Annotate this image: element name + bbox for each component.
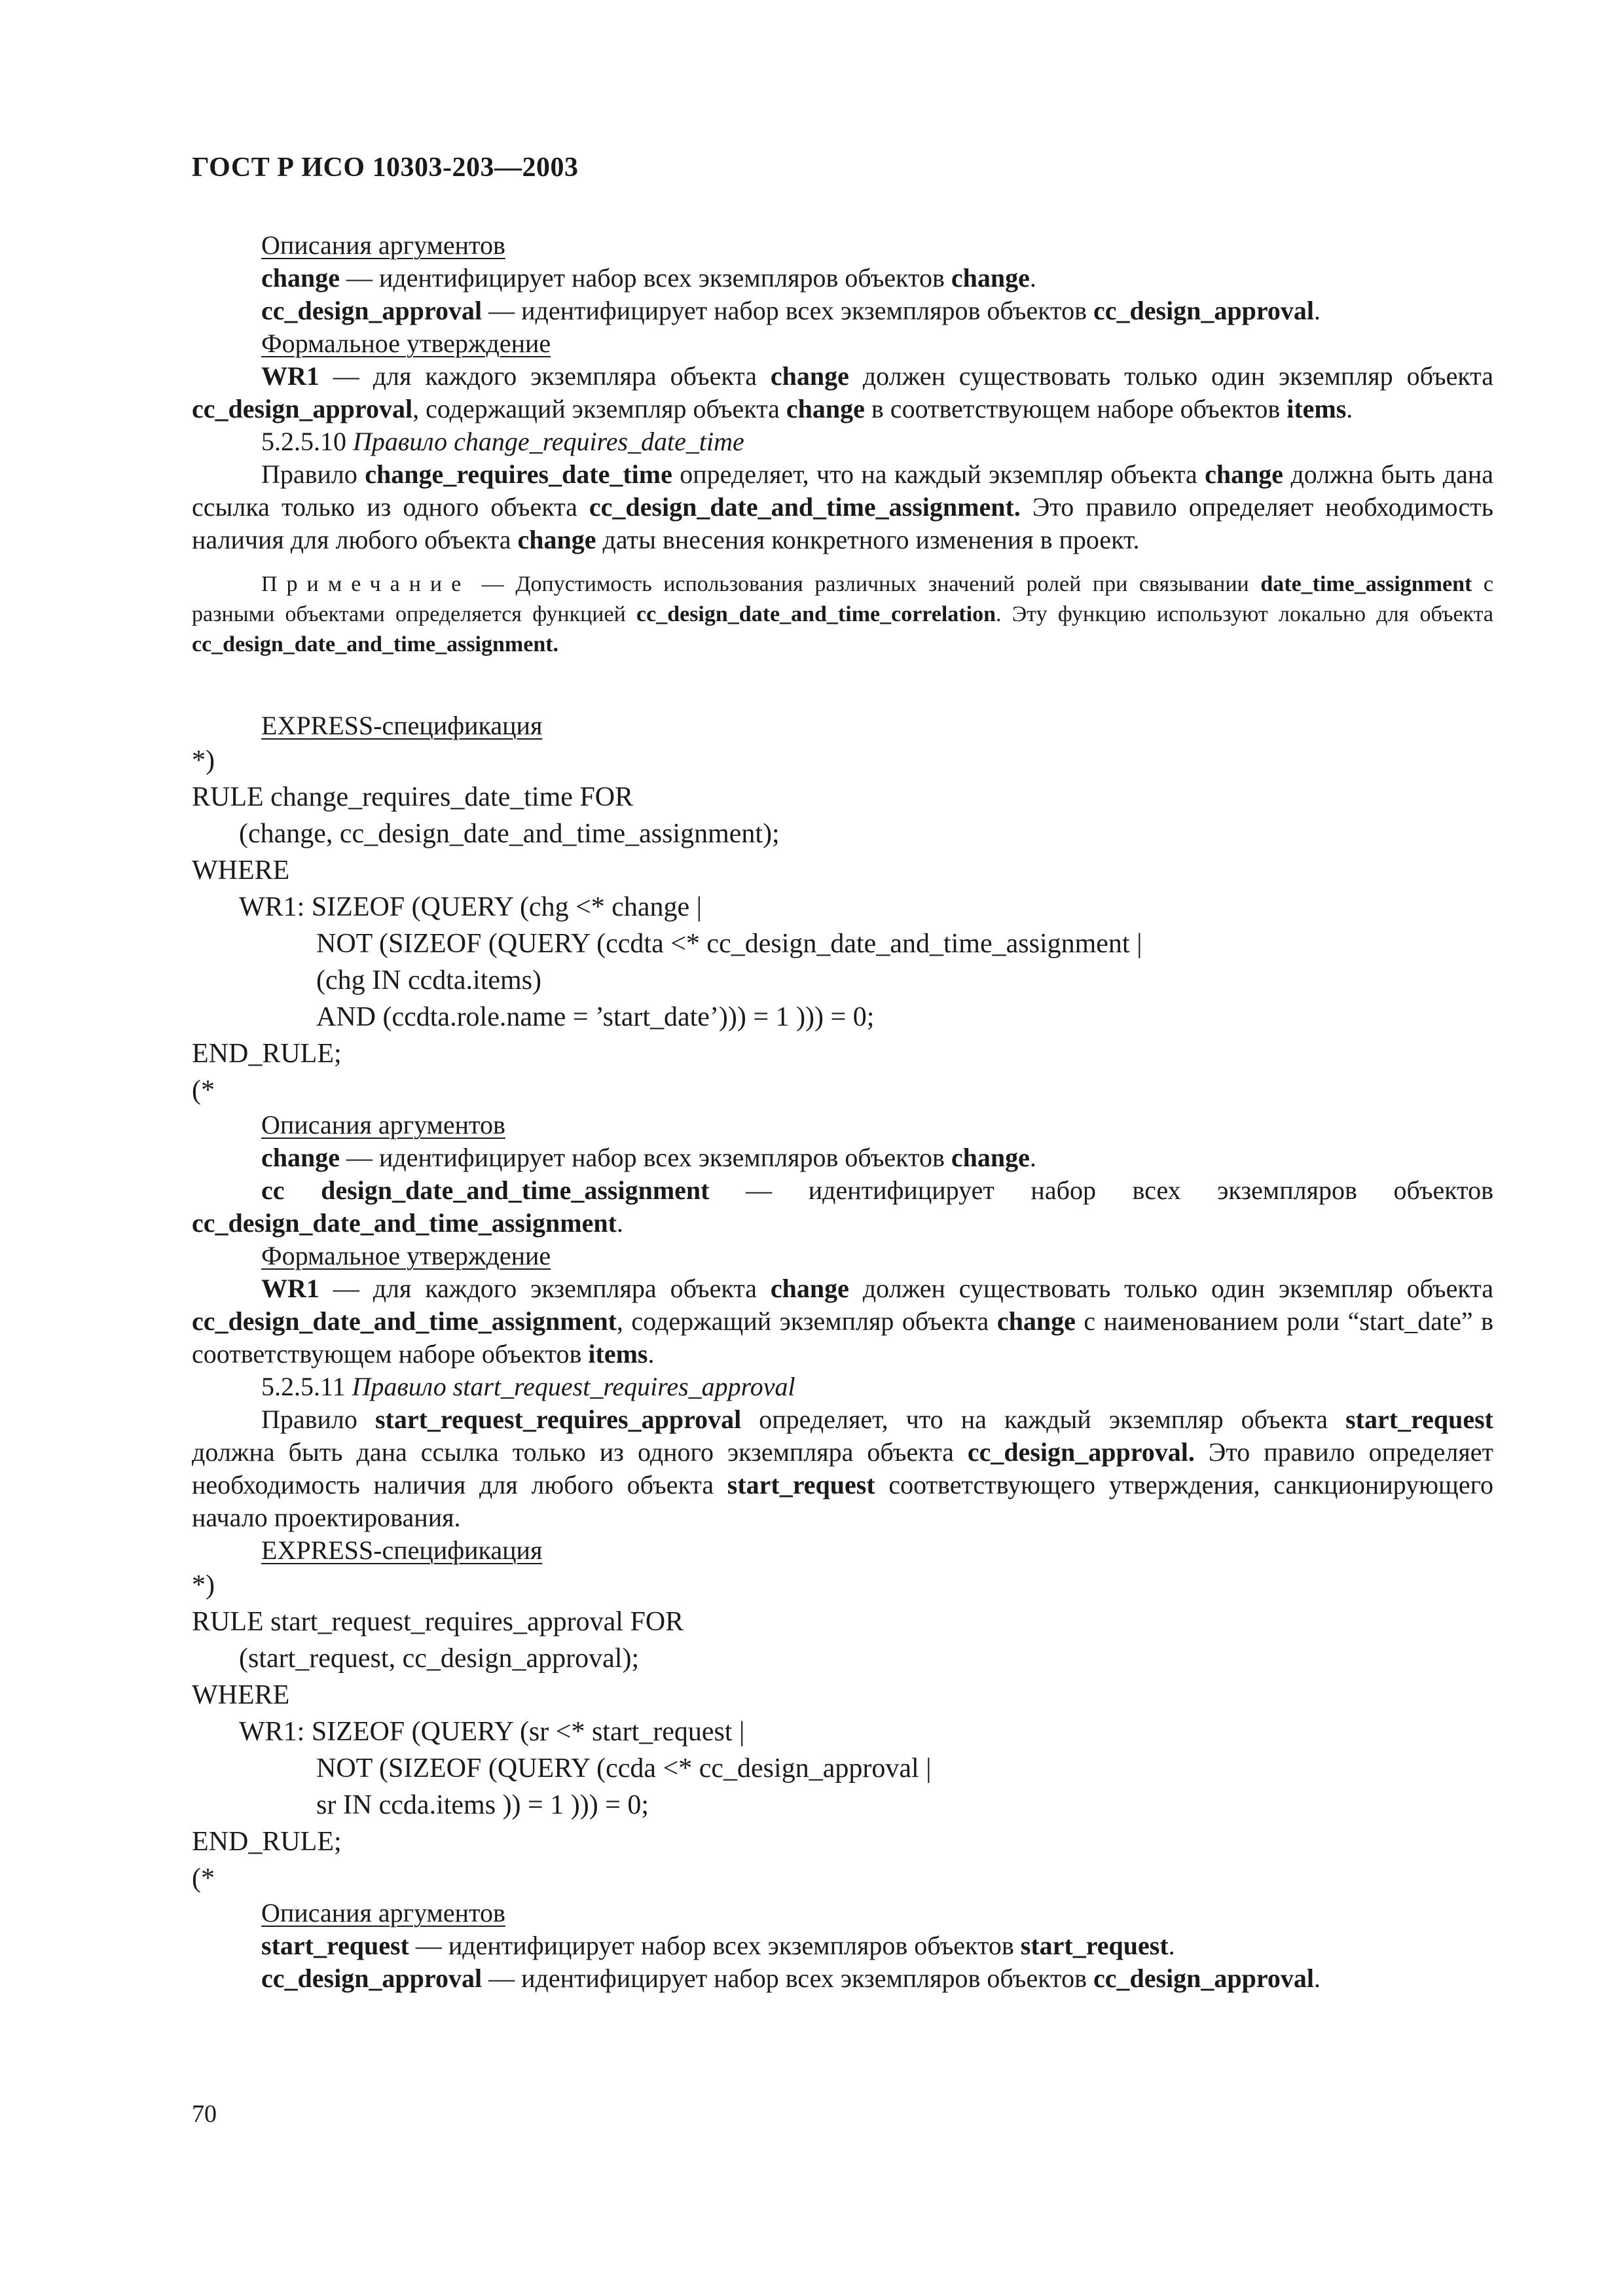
code-line: WHERE: [192, 1680, 290, 1710]
section-heading: 5.2.5.11 Правило start_request_requires_approval: [261, 1372, 795, 1401]
express-heading: EXPRESS-спецификация: [261, 711, 543, 740]
code-line: END_RULE;: [192, 1039, 342, 1069]
section-heading: 5.2.5.10 Правило change_requires_date_time: [261, 427, 744, 456]
args-heading: Описания аргументов: [261, 1898, 505, 1928]
code-line: WR1: SIZEOF (QUERY (chg <* change |: [239, 892, 702, 922]
code-line: WHERE: [192, 855, 290, 886]
express-code: [192, 1567, 1493, 1897]
page-content: [192, 229, 1493, 1995]
code-line: END_RULE;: [192, 1827, 342, 1857]
code-line: (chg IN ccdta.items): [316, 965, 542, 996]
code-line: NOT (SIZEOF (QUERY (ccda <* cc_design_approval |: [316, 1753, 932, 1784]
formal-heading: Формальное утверждение: [261, 329, 551, 358]
code-line: WR1: SIZEOF (QUERY (sr <* start_request |: [239, 1717, 745, 1747]
formal-heading: Формальное утверждение: [261, 1241, 551, 1270]
code-line: (start_request, cc_design_approval);: [239, 1643, 640, 1674]
code-line: RULE start_request_requires_approval FOR: [192, 1607, 684, 1637]
args-heading: Описания аргументов: [261, 230, 505, 260]
arg-description: change — идентифицирует набор всех экземпляров объектов change.: [261, 1143, 1036, 1172]
formal-statement: WR1 — для каждого экземпляра объекта change должен существовать только один экземпляр объекта cc_design_approval, содержащий экземпляр объекта change в соответствующем наборе объектов items.: [192, 361, 1493, 423]
express-heading: EXPRESS-спецификация: [261, 1535, 543, 1565]
code-line: (change, cc_design_date_and_time_assignment);: [239, 819, 780, 849]
section-paragraph: Правило start_request_requires_approval определяет, что на каждый экземпляр объекта start_request должна быть дана ссылка только из одного экземпляра объекта cc_design_approval. Это правило определяет необходимость наличия для любого объекта start_request соответствующего утверждения, санкционирующего начало проектирования.: [192, 1405, 1493, 1532]
code-line: (*: [192, 1075, 215, 1105]
section-paragraph: Правило change_requires_date_time определяет, что на каждый экземпляр объекта change должна быть дана ссылка только из одного объекта cc_design_date_and_time_assignment. Это правило определяет необходимость наличия для любого объекта change даты внесения конкретного изменения в проект.: [192, 459, 1493, 554]
arg-description: cc_design_approval — идентифицирует набор всех экземпляров объектов cc_design_approval.: [261, 1964, 1321, 1993]
arg-description: start_request — идентифицирует набор всех экземпляров объектов start_request.: [261, 1931, 1175, 1960]
code-line: RULE change_requires_date_time FOR: [192, 782, 634, 812]
code-line: AND (ccdta.role.name = ’start_date’))) = 1 ))) = 0;: [316, 1002, 875, 1032]
code-line: *): [192, 745, 215, 776]
code-line: *): [192, 1570, 215, 1600]
formal-statement: WR1 — для каждого экземпляра объекта change должен существовать только один экземпляр объекта cc_design_date_and_time_assignment, содержащий экземпляр объекта change с наименованием роли “start_date” в соответствующем наборе объектов items.: [192, 1274, 1493, 1369]
page-number: 70: [192, 2100, 217, 2128]
code-line: sr IN ccda.items )) = 1 ))) = 0;: [316, 1790, 649, 1820]
document-header: ГОСТ Р ИСО 10303-203—2003: [192, 152, 579, 183]
code-line: (*: [192, 1863, 215, 1893]
args-heading: Описания аргументов: [261, 1110, 505, 1139]
arg-description: change — идентифицирует набор всех экземпляров объектов change.: [261, 263, 1036, 293]
code-line: NOT (SIZEOF (QUERY (ccdta <* cc_design_date_and_time_assignment |: [316, 929, 1142, 959]
arg-description: cc design_date_and_time_assignment — идентифицирует набор всех экземпляров объектов cc_design_date_and_time_assignment.: [192, 1175, 1494, 1238]
arg-description: cc_design_approval — идентифицирует набор всех экземпляров объектов cc_design_approval.: [261, 296, 1321, 325]
note-paragraph: Примечание — Допустимость использования различных значений ролей при связывании date_time_assignment с разными объектами определяется функцией cc_design_date_and_time_correlation. Эту функцию используют локально для объекта cc_design_date_and_time_assignment.: [192, 572, 1493, 656]
express-code: [192, 742, 1493, 1109]
